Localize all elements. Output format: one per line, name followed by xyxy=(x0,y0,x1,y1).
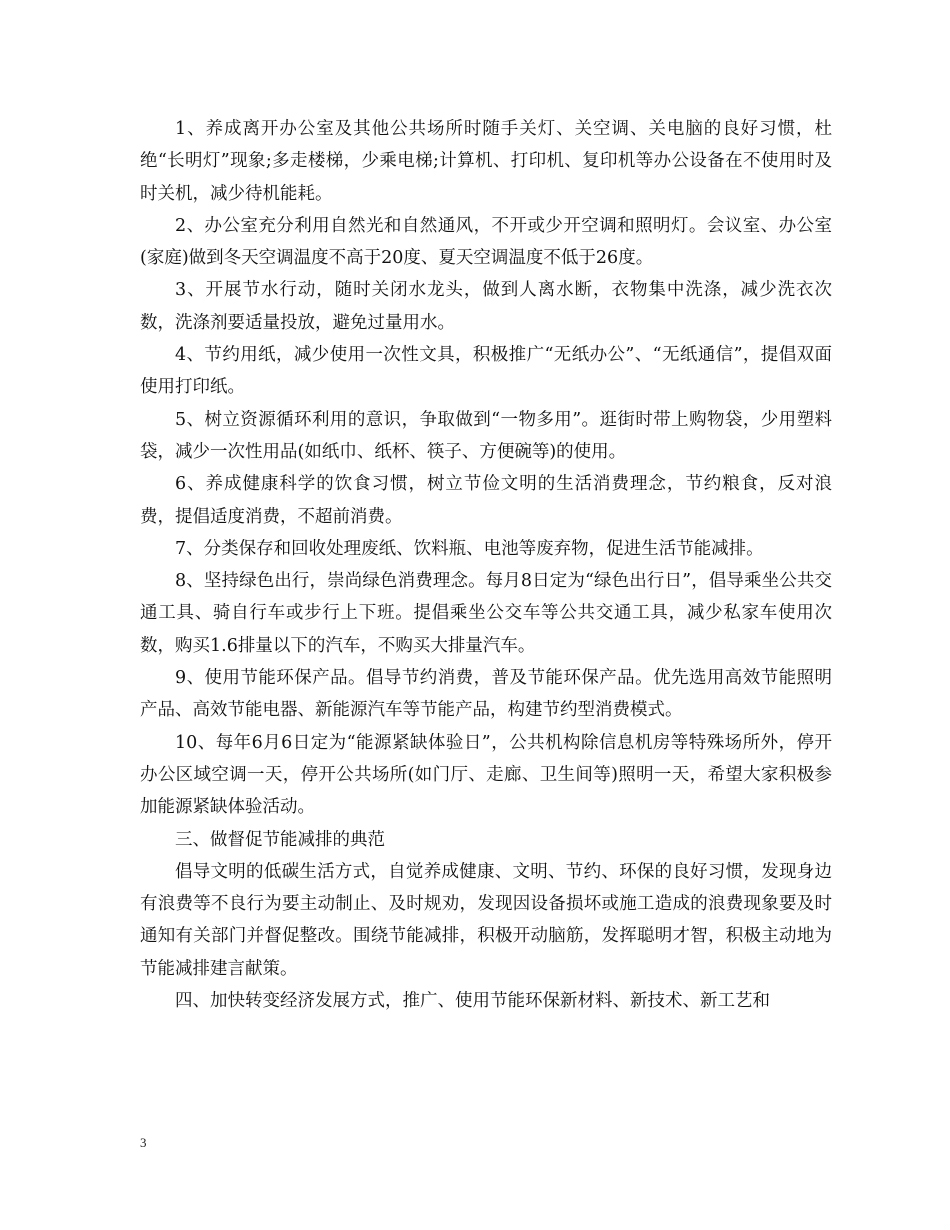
paragraph-3: 3、开展节水行动，随时关闭水龙头，做到人离水断，衣物集中洗涤，减少洗衣次数，洗涤剂要适量投放，避免过量用水。 xyxy=(140,280,832,333)
paragraph-1: 1、养成离开办公室及其他公共场所时随手关灯、关空调、关电脑的良好习惯，杜绝“长明灯”现象;多走楼梯，少乘电梯;计算机、打印机、复印机等办公设备在不使用时及时关机，减少待机能耗。 xyxy=(140,119,832,204)
paragraph-7: 7、分类保存和回收处理废纸、饮料瓶、电池等废弃物，促进生活节能减排。 xyxy=(175,538,764,559)
section-heading-3: 三、做督促节能减排的典范 xyxy=(175,829,385,850)
paragraph-9: 9、使用节能环保产品。倡导节约消费，普及节能环保产品。优先选用高效节能照明产品、高效节能电器、新能源汽车等节能产品，构建节约型消费模式。 xyxy=(140,668,832,721)
page-number: 3 xyxy=(140,1135,147,1150)
paragraph-6: 6、养成健康科学的饮食习惯，树立节俭文明的生活消费理念，节约粮食，反对浪费，提倡适度消费，不超前消费。 xyxy=(140,474,832,527)
paragraph-11: 倡导文明的低碳生活方式，自觉养成健康、文明、节约、环保的良好习惯，发现身边有浪费等不良行为要主动制止、及时规劝，发现因设备损坏或施工造成的浪费现象要及时通知有关部门并督促整改。围绕节能减排，积极开动脑筋，发挥聪明才智，积极主动地为节能减排建言献策。 xyxy=(140,861,832,979)
section-heading-4: 四、加快转变经济发展方式，推广、使用节能环保新材料、新技术、新工艺和 xyxy=(175,991,770,1012)
paragraph-2: 2、办公室充分利用自然光和自然通风，不开或少开空调和照明灯。会议室、办公室(家庭)做到冬天空调温度不高于20度、夏天空调温度不低于26度。 xyxy=(140,215,832,269)
paragraph-5: 5、树立资源循环利用的意识，争取做到“一物多用”。逛街时带上购物袋，少用塑料袋，减少一次性用品(如纸巾、纸杯、筷子、方便碗等)的使用。 xyxy=(140,409,832,462)
document-body xyxy=(140,113,832,1017)
paragraph-8: 8、坚持绿色出行，崇尚绿色消费理念。每月8日定为“绿色出行日”，倡导乘坐公共交通工具、骑自行车或步行上下班。提倡乘坐公交车等公共交通工具，减少私家车使用次数，购买1.6排量以下的汽车，不购买大排量汽车。 xyxy=(140,571,832,656)
paragraph-4: 4、节约用纸，减少使用一次性文具，积极推广“无纸办公”、“无纸通信”，提倡双面使用打印纸。 xyxy=(140,345,832,398)
paragraph-10: 10、每年6月6日定为“能源紧缺体验日”，公共机构除信息机房等特殊场所外，停开办公区域空调一天，停开公共场所(如门厅、走廊、卫生间等)照明一天，希望大家积极参加能源紧缺体验活动。 xyxy=(140,732,832,818)
